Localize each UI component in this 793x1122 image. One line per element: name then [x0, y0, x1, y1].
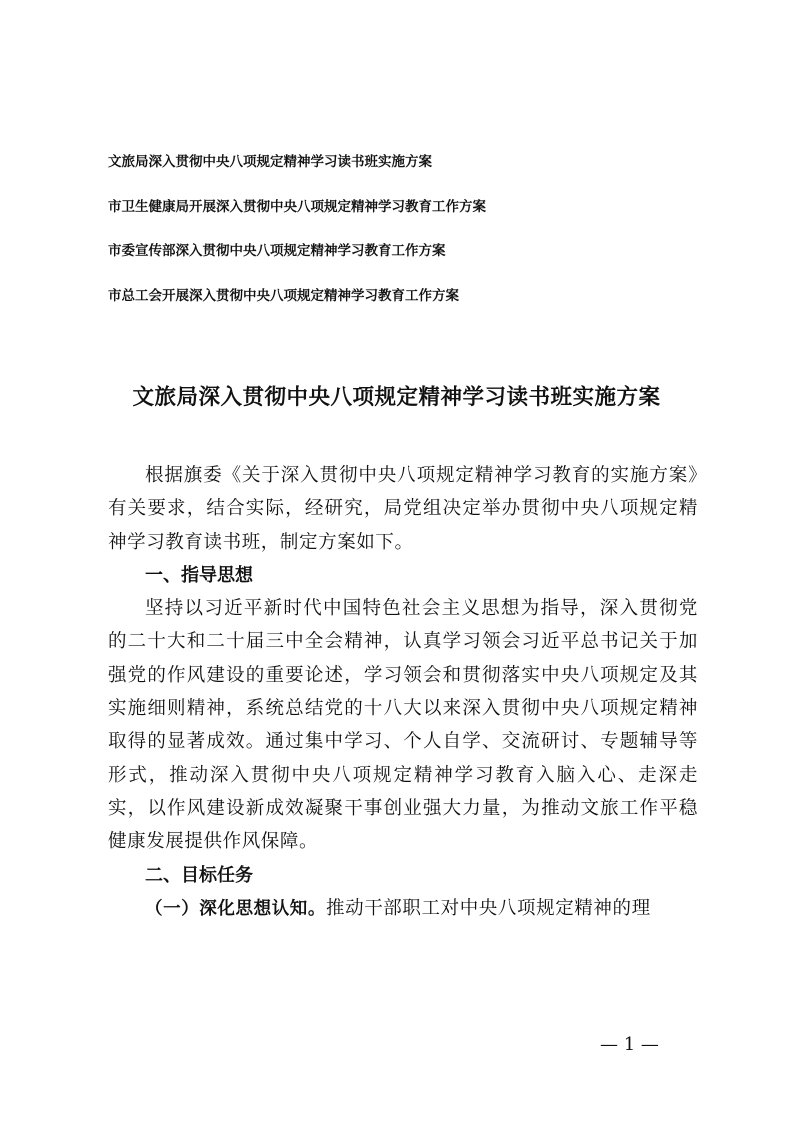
- toc-item[interactable]: 市卫生健康局开展深入贯彻中央八项规定精神学习教育工作方案: [108, 198, 486, 215]
- section-heading-guiding-ideology: 一、指导思想: [145, 564, 253, 586]
- subsection-text: 推动干部职工对中央八项规定精神的理: [326, 897, 651, 919]
- toc-item[interactable]: 市总工会开展深入贯彻中央八项规定精神学习教育工作方案: [108, 287, 459, 304]
- document-title: 文旅局深入贯彻中央八项规定精神学习读书班实施方案: [132, 385, 661, 410]
- section-heading-goals-tasks: 二、目标任务: [145, 864, 253, 886]
- toc-item[interactable]: 市委宣传部深入贯彻中央八项规定精神学习教育工作方案: [108, 243, 446, 259]
- document-body: [108, 459, 698, 926]
- toc-item[interactable]: 文旅局深入贯彻中央八项规定精神学习读书班实施方案: [108, 154, 432, 170]
- subsection-deepen-understanding: [108, 892, 698, 926]
- table-of-contents: [108, 152, 728, 330]
- subsection-lead: （一）深化思想认知。: [145, 898, 326, 919]
- intro-paragraph: 根据旗委《关于深入贯彻中央八项规定精神学习教育的实施方案》有关要求，结合实际，经研究，局党组决定举办贯彻中央八项规定精神学习教育读书班，制定方案如下。: [108, 465, 698, 553]
- guiding-ideology-paragraph: 坚持以习近平新时代中国特色社会主义思想为指导，深入贯彻党的二十大和二十届三中全会精神，认真学习领会习近平总书记关于加强党的作风建设的重要论述，学习领会和贯彻落实中央八项规定及其实施细则精神，系统总结党的十八大以来深入贯彻中央八项规定精神取得的显著成效。通过集中学习、个人自学、交流研讨、专题辅导等形式，推动深入贯彻中央八项规定精神学习教育入脑入心、走深走实，以作风建设新成效凝聚干事创业强大力量，为推动文旅工作平稳健康发展提供作风保障。: [108, 598, 698, 853]
- page-number: — 1 —: [600, 1034, 659, 1055]
